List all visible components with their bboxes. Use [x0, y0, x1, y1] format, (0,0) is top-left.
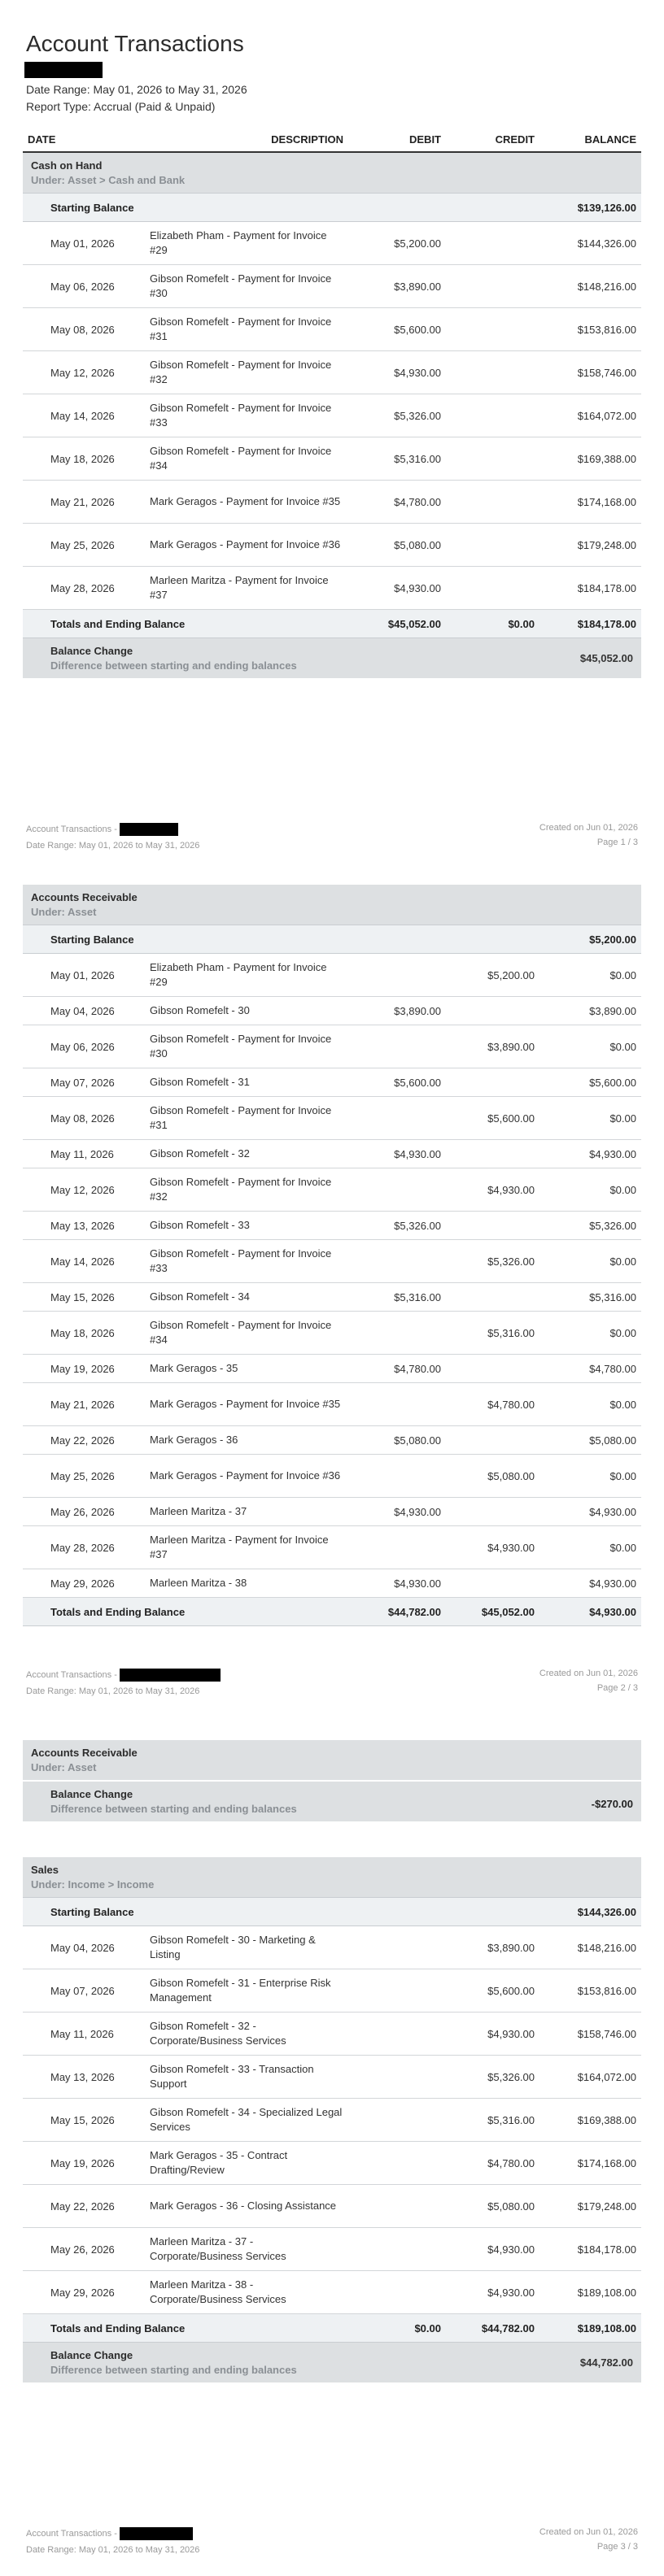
txn-description: Gibson Romefelt - Payment for Invoice #34 — [145, 1312, 348, 1355]
totals-debit: $44,782.00 — [348, 1598, 446, 1626]
txn-debit — [348, 2056, 446, 2099]
txn-description: Mark Geragos - Payment for Invoice #35 — [145, 481, 348, 524]
txn-credit — [446, 351, 540, 394]
col-balance: BALANCE — [540, 127, 641, 152]
txn-date: May 07, 2026 — [23, 1068, 145, 1097]
account-under: Under: Asset > Cash and Bank — [31, 174, 186, 186]
starting-value: $144,326.00 — [540, 1898, 641, 1926]
txn-debit: $4,930.00 — [348, 567, 446, 610]
txn-credit: $3,890.00 — [446, 1926, 540, 1969]
totals-credit: $45,052.00 — [446, 1598, 540, 1626]
txn-balance: $158,746.00 — [540, 2012, 641, 2056]
txn-description: Gibson Romefelt - 31 - Enterprise Risk Management — [145, 1969, 348, 2012]
txn-balance: $3,890.00 — [540, 997, 641, 1025]
txn-description: Elizabeth Pham - Payment for Invoice #29 — [145, 222, 348, 265]
txn-debit — [348, 2099, 446, 2142]
transaction-row — [23, 1526, 641, 1569]
txn-balance: $0.00 — [540, 1240, 641, 1283]
txn-debit — [348, 1097, 446, 1140]
txn-balance: $179,248.00 — [540, 524, 641, 567]
footer-created: Created on Jun 01, 2026 — [539, 1669, 638, 1678]
txn-balance: $0.00 — [540, 1097, 641, 1140]
totals-row — [23, 610, 641, 638]
transaction-row — [23, 1426, 641, 1455]
transaction-row — [23, 481, 641, 524]
transaction-row — [23, 954, 641, 997]
account-header — [23, 1740, 641, 1780]
txn-credit — [446, 567, 540, 610]
txn-debit: $4,780.00 — [348, 1355, 446, 1383]
txn-description: Marleen Maritza - 37 - Corporate/Business Services — [145, 2228, 348, 2271]
txn-credit: $5,326.00 — [446, 1240, 540, 1283]
transaction-row — [23, 2228, 641, 2271]
txn-description: Marleen Maritza - 38 — [145, 1569, 348, 1598]
footer-page: Page 1 / 3 — [596, 838, 638, 847]
txn-debit — [348, 1383, 446, 1426]
txn-balance: $148,216.00 — [540, 1926, 641, 1969]
footer-date-range: Date Range: May 01, 2026 to May 31, 2026 — [26, 841, 200, 851]
starting-balance-row — [23, 1898, 641, 1926]
txn-description: Gibson Romefelt - Payment for Invoice #30 — [145, 1025, 348, 1068]
txn-description: Gibson Romefelt - 30 - Marketing & Listing — [145, 1926, 348, 1969]
totals-debit: $45,052.00 — [348, 610, 446, 638]
txn-credit — [446, 222, 540, 265]
txn-date: May 26, 2026 — [23, 1498, 145, 1526]
txn-credit — [446, 437, 540, 481]
txn-date: May 11, 2026 — [23, 2012, 145, 2056]
txn-debit — [348, 954, 446, 997]
txn-debit — [348, 2228, 446, 2271]
txn-balance: $4,930.00 — [540, 1569, 641, 1598]
starting-balance-row — [23, 925, 641, 954]
transaction-row — [23, 1355, 641, 1383]
txn-date: May 28, 2026 — [23, 567, 145, 610]
txn-credit: $5,316.00 — [446, 2099, 540, 2142]
txn-description: Gibson Romefelt - Payment for Invoice #32 — [145, 351, 348, 394]
txn-description: Gibson Romefelt - 34 - Specialized Legal Services — [145, 2099, 348, 2142]
footer-date-range: Date Range: May 01, 2026 to May 31, 2026 — [26, 1686, 200, 1696]
txn-credit — [446, 1283, 540, 1312]
txn-balance: $169,388.00 — [540, 2099, 641, 2142]
ar-table — [23, 885, 641, 1626]
txn-balance: $184,178.00 — [540, 2228, 641, 2271]
txn-date: May 22, 2026 — [23, 1426, 145, 1455]
txn-date: May 15, 2026 — [23, 2099, 145, 2142]
txn-balance: $5,080.00 — [540, 1426, 641, 1455]
balance-change-value: $44,782.00 — [540, 2343, 641, 2383]
transaction-row — [23, 308, 641, 351]
txn-date: May 04, 2026 — [23, 1926, 145, 1969]
transaction-row — [23, 437, 641, 481]
transaction-row — [23, 1212, 641, 1240]
account-name: Accounts Receivable — [31, 891, 138, 903]
txn-debit: $5,080.00 — [348, 1426, 446, 1455]
totals-debit: $0.00 — [348, 2314, 446, 2343]
txn-debit — [348, 1168, 446, 1212]
transaction-row — [23, 1140, 641, 1168]
txn-description: Gibson Romefelt - Payment for Invoice #33 — [145, 394, 348, 437]
txn-description: Gibson Romefelt - 32 - Corporate/Business Services — [145, 2012, 348, 2056]
totals-row — [23, 2314, 641, 2343]
totals-credit: $44,782.00 — [446, 2314, 540, 2343]
txn-balance: $164,072.00 — [540, 2056, 641, 2099]
starting-balance-row — [23, 194, 641, 222]
txn-debit: $5,600.00 — [348, 308, 446, 351]
txn-debit — [348, 2142, 446, 2185]
txn-date: May 19, 2026 — [23, 1355, 145, 1383]
transaction-row — [23, 2056, 641, 2099]
transaction-row — [23, 1926, 641, 1969]
page-footer-1 — [26, 823, 638, 851]
col-date: DATE — [23, 127, 145, 152]
txn-date: May 04, 2026 — [23, 997, 145, 1025]
txn-debit — [348, 2185, 446, 2228]
txn-debit: $4,930.00 — [348, 1498, 446, 1526]
account-under: Under: Asset — [31, 1761, 97, 1773]
balance-change-sub: Difference between starting and ending balances — [50, 2364, 297, 2376]
transaction-row — [23, 1025, 641, 1068]
transaction-row — [23, 1312, 641, 1355]
account-name: Cash on Hand — [31, 159, 103, 172]
transaction-row — [23, 1068, 641, 1097]
txn-description: Mark Geragos - Payment for Invoice #36 — [145, 524, 348, 567]
txn-description: Marleen Maritza - 38 - Corporate/Business Services — [145, 2271, 348, 2314]
ending-balance: $189,108.00 — [540, 2314, 641, 2343]
transaction-row — [23, 2142, 641, 2185]
transaction-row — [23, 2185, 641, 2228]
transaction-row — [23, 1569, 641, 1598]
txn-debit: $5,080.00 — [348, 524, 446, 567]
footer-created: Created on Jun 01, 2026 — [539, 823, 638, 833]
txn-balance: $0.00 — [540, 954, 641, 997]
txn-date: May 11, 2026 — [23, 1140, 145, 1168]
txn-balance: $5,326.00 — [540, 1212, 641, 1240]
balance-change-label: Balance Change — [50, 2349, 133, 2361]
txn-credit — [446, 265, 540, 308]
txn-credit: $4,930.00 — [446, 1526, 540, 1569]
starting-value: $139,126.00 — [540, 194, 641, 222]
txn-date: May 08, 2026 — [23, 308, 145, 351]
txn-balance: $179,248.00 — [540, 2185, 641, 2228]
txn-balance: $153,816.00 — [540, 1969, 641, 2012]
txn-balance: $4,930.00 — [540, 1140, 641, 1168]
page-footer-2 — [26, 1669, 638, 1696]
txn-description: Gibson Romefelt - Payment for Invoice #32 — [145, 1168, 348, 1212]
txn-credit — [446, 997, 540, 1025]
txn-date: May 14, 2026 — [23, 394, 145, 437]
txn-date: May 29, 2026 — [23, 1569, 145, 1598]
txn-debit — [348, 1926, 446, 1969]
txn-credit — [446, 481, 540, 524]
balance-change-row — [23, 1782, 641, 1821]
txn-description: Gibson Romefelt - Payment for Invoice #31 — [145, 1097, 348, 1140]
column-header-row — [23, 127, 641, 152]
totals-row — [23, 1598, 641, 1626]
txn-balance: $144,326.00 — [540, 222, 641, 265]
txn-description: Gibson Romefelt - 33 - Transaction Support — [145, 2056, 348, 2099]
txn-credit — [446, 308, 540, 351]
txn-debit: $5,316.00 — [348, 437, 446, 481]
transaction-row — [23, 1383, 641, 1426]
redacted-block — [120, 823, 178, 836]
transaction-row — [23, 1097, 641, 1140]
txn-date: May 12, 2026 — [23, 351, 145, 394]
txn-description: Marleen Maritza - Payment for Invoice #37 — [145, 567, 348, 610]
transaction-row — [23, 2012, 641, 2056]
account-under: Under: Income > Income — [31, 1878, 155, 1891]
txn-credit: $3,890.00 — [446, 1025, 540, 1068]
totals-label: Totals and Ending Balance — [23, 610, 348, 638]
ending-balance: $4,930.00 — [540, 1598, 641, 1626]
txn-debit: $4,930.00 — [348, 1569, 446, 1598]
page-footer-3 — [26, 2527, 638, 2555]
txn-balance: $158,746.00 — [540, 351, 641, 394]
txn-date: May 12, 2026 — [23, 1168, 145, 1212]
transaction-row — [23, 1168, 641, 1212]
txn-description: Marleen Maritza - Payment for Invoice #37 — [145, 1526, 348, 1569]
totals-label: Totals and Ending Balance — [23, 1598, 348, 1626]
txn-description: Mark Geragos - 35 - Contract Drafting/Review — [145, 2142, 348, 2185]
txn-date: May 25, 2026 — [23, 524, 145, 567]
starting-label: Starting Balance — [23, 1898, 540, 1926]
transaction-row — [23, 265, 641, 308]
footer-title: Account Transactions - — [26, 1669, 117, 1680]
txn-date: May 19, 2026 — [23, 2142, 145, 2185]
txn-debit: $5,600.00 — [348, 1068, 446, 1097]
balance-change-value: -$270.00 — [591, 1798, 633, 1810]
txn-balance: $148,216.00 — [540, 265, 641, 308]
account-header — [23, 1857, 641, 1898]
account-name: Accounts Receivable — [31, 1747, 138, 1759]
txn-description: Gibson Romefelt - 33 — [145, 1212, 348, 1240]
balance-change-sub: Difference between starting and ending balances — [50, 659, 297, 672]
txn-date: May 01, 2026 — [23, 222, 145, 265]
transaction-row — [23, 1455, 641, 1498]
transaction-row — [23, 524, 641, 567]
txn-description: Elizabeth Pham - Payment for Invoice #29 — [145, 954, 348, 997]
txn-description: Mark Geragos - 36 - Closing Assistance — [145, 2185, 348, 2228]
transaction-row — [23, 1498, 641, 1526]
transaction-row — [23, 394, 641, 437]
txn-credit: $5,080.00 — [446, 1455, 540, 1498]
txn-balance: $0.00 — [540, 1312, 641, 1355]
txn-description: Gibson Romefelt - Payment for Invoice #34 — [145, 437, 348, 481]
txn-date: May 21, 2026 — [23, 481, 145, 524]
txn-description: Gibson Romefelt - Payment for Invoice #30 — [145, 265, 348, 308]
txn-balance: $169,388.00 — [540, 437, 641, 481]
txn-credit: $4,780.00 — [446, 2142, 540, 2185]
col-debit: DEBIT — [348, 127, 446, 152]
footer-page: Page 2 / 3 — [596, 1683, 638, 1693]
col-credit: CREDIT — [446, 127, 540, 152]
ending-balance: $184,178.00 — [540, 610, 641, 638]
transaction-row — [23, 222, 641, 265]
txn-description: Gibson Romefelt - Payment for Invoice #33 — [145, 1240, 348, 1283]
cash-table — [23, 127, 641, 678]
txn-description: Mark Geragos - Payment for Invoice #35 — [145, 1383, 348, 1426]
report-type: Report Type: Accrual (Paid & Unpaid) — [26, 100, 216, 113]
txn-debit — [348, 1455, 446, 1498]
redacted-block — [120, 2527, 193, 2540]
txn-balance: $189,108.00 — [540, 2271, 641, 2314]
txn-balance: $5,316.00 — [540, 1283, 641, 1312]
txn-date: May 15, 2026 — [23, 1283, 145, 1312]
txn-description: Gibson Romefelt - Payment for Invoice #31 — [145, 308, 348, 351]
txn-date: May 18, 2026 — [23, 1312, 145, 1355]
txn-date: May 13, 2026 — [23, 2056, 145, 2099]
ar-summary-block — [23, 1740, 641, 1821]
footer-title: Account Transactions - — [26, 2528, 117, 2539]
redacted-block — [24, 62, 103, 78]
txn-balance: $164,072.00 — [540, 394, 641, 437]
transaction-row — [23, 2099, 641, 2142]
txn-description: Gibson Romefelt - 34 — [145, 1283, 348, 1312]
txn-credit: $5,080.00 — [446, 2185, 540, 2228]
txn-balance: $153,816.00 — [540, 308, 641, 351]
txn-credit: $4,930.00 — [446, 2228, 540, 2271]
txn-debit: $4,930.00 — [348, 1140, 446, 1168]
txn-credit: $4,930.00 — [446, 2271, 540, 2314]
txn-date: May 07, 2026 — [23, 1969, 145, 2012]
txn-balance: $4,930.00 — [540, 1498, 641, 1526]
txn-description: Mark Geragos - 35 — [145, 1355, 348, 1383]
txn-date: May 26, 2026 — [23, 2228, 145, 2271]
txn-balance: $0.00 — [540, 1025, 641, 1068]
txn-debit: $5,316.00 — [348, 1283, 446, 1312]
balance-change-sub: Difference between starting and ending balances — [50, 1803, 297, 1815]
redacted-block — [120, 1669, 221, 1682]
txn-date: May 06, 2026 — [23, 265, 145, 308]
balance-change-label: Balance Change — [50, 645, 133, 657]
txn-credit — [446, 1068, 540, 1097]
transaction-row — [23, 1969, 641, 2012]
footer-date-range: Date Range: May 01, 2026 to May 31, 2026 — [26, 2545, 200, 2555]
transaction-row — [23, 1283, 641, 1312]
txn-date: May 25, 2026 — [23, 1455, 145, 1498]
txn-credit: $4,780.00 — [446, 1383, 540, 1426]
txn-debit — [348, 1969, 446, 2012]
txn-debit — [348, 2271, 446, 2314]
txn-date: May 28, 2026 — [23, 1526, 145, 1569]
txn-debit: $5,200.00 — [348, 222, 446, 265]
txn-credit: $4,930.00 — [446, 1168, 540, 1212]
txn-date: May 13, 2026 — [23, 1212, 145, 1240]
txn-debit: $5,326.00 — [348, 394, 446, 437]
txn-debit — [348, 1025, 446, 1068]
txn-debit: $4,780.00 — [348, 481, 446, 524]
txn-credit: $4,930.00 — [446, 2012, 540, 2056]
txn-credit — [446, 1212, 540, 1240]
txn-description: Gibson Romefelt - 31 — [145, 1068, 348, 1097]
account-under: Under: Asset — [31, 906, 97, 918]
transaction-row — [23, 2271, 641, 2314]
transaction-row — [23, 351, 641, 394]
txn-balance: $5,600.00 — [540, 1068, 641, 1097]
col-description: DESCRIPTION — [145, 127, 348, 152]
transaction-row — [23, 567, 641, 610]
txn-credit: $5,326.00 — [446, 2056, 540, 2099]
txn-balance: $0.00 — [540, 1455, 641, 1498]
txn-debit — [348, 2012, 446, 2056]
txn-date: May 18, 2026 — [23, 437, 145, 481]
txn-description: Mark Geragos - 36 — [145, 1426, 348, 1455]
txn-debit: $5,326.00 — [348, 1212, 446, 1240]
transaction-row — [23, 997, 641, 1025]
txn-credit — [446, 1426, 540, 1455]
starting-label: Starting Balance — [23, 194, 540, 222]
txn-date: May 06, 2026 — [23, 1025, 145, 1068]
txn-debit — [348, 1526, 446, 1569]
txn-credit: $5,316.00 — [446, 1312, 540, 1355]
totals-credit: $0.00 — [446, 610, 540, 638]
page-title: Account Transactions — [26, 31, 244, 56]
txn-date: May 01, 2026 — [23, 954, 145, 997]
starting-value: $5,200.00 — [540, 925, 641, 954]
txn-date: May 14, 2026 — [23, 1240, 145, 1283]
txn-date: May 22, 2026 — [23, 2185, 145, 2228]
txn-date: May 21, 2026 — [23, 1383, 145, 1426]
txn-balance: $184,178.00 — [540, 567, 641, 610]
sales-table — [23, 1857, 641, 2382]
footer-created: Created on Jun 01, 2026 — [539, 2527, 638, 2537]
txn-debit: $3,890.00 — [348, 265, 446, 308]
txn-description: Gibson Romefelt - 32 — [145, 1140, 348, 1168]
txn-balance: $174,168.00 — [540, 2142, 641, 2185]
txn-balance: $174,168.00 — [540, 481, 641, 524]
balance-change-row — [23, 2343, 641, 2383]
account-name: Sales — [31, 1864, 59, 1876]
balance-change-row — [23, 638, 641, 679]
txn-description: Gibson Romefelt - 30 — [145, 997, 348, 1025]
starting-label: Starting Balance — [23, 925, 540, 954]
balance-change-value: $45,052.00 — [540, 638, 641, 679]
txn-credit — [446, 524, 540, 567]
txn-debit — [348, 1240, 446, 1283]
date-range: Date Range: May 01, 2026 to May 31, 2026 — [26, 83, 247, 96]
txn-credit — [446, 1569, 540, 1598]
txn-date: May 29, 2026 — [23, 2271, 145, 2314]
txn-debit: $3,890.00 — [348, 997, 446, 1025]
txn-credit: $5,600.00 — [446, 1097, 540, 1140]
totals-label: Totals and Ending Balance — [23, 2314, 348, 2343]
txn-credit: $5,600.00 — [446, 1969, 540, 2012]
txn-balance: $0.00 — [540, 1383, 641, 1426]
txn-credit — [446, 1498, 540, 1526]
txn-balance: $0.00 — [540, 1168, 641, 1212]
balance-change-label: Balance Change — [50, 1788, 133, 1800]
account-header — [23, 885, 641, 925]
txn-date: May 08, 2026 — [23, 1097, 145, 1140]
txn-balance: $4,780.00 — [540, 1355, 641, 1383]
txn-credit: $5,200.00 — [446, 954, 540, 997]
account-header — [23, 152, 641, 194]
footer-page: Page 3 / 3 — [596, 2542, 638, 2552]
txn-credit — [446, 1140, 540, 1168]
txn-debit — [348, 1312, 446, 1355]
footer-title: Account Transactions - — [26, 824, 117, 834]
txn-description: Marleen Maritza - 37 — [145, 1498, 348, 1526]
transaction-row — [23, 1240, 641, 1283]
txn-credit — [446, 1355, 540, 1383]
txn-debit: $4,930.00 — [348, 351, 446, 394]
txn-description: Mark Geragos - Payment for Invoice #36 — [145, 1455, 348, 1498]
txn-credit — [446, 394, 540, 437]
txn-balance: $0.00 — [540, 1526, 641, 1569]
